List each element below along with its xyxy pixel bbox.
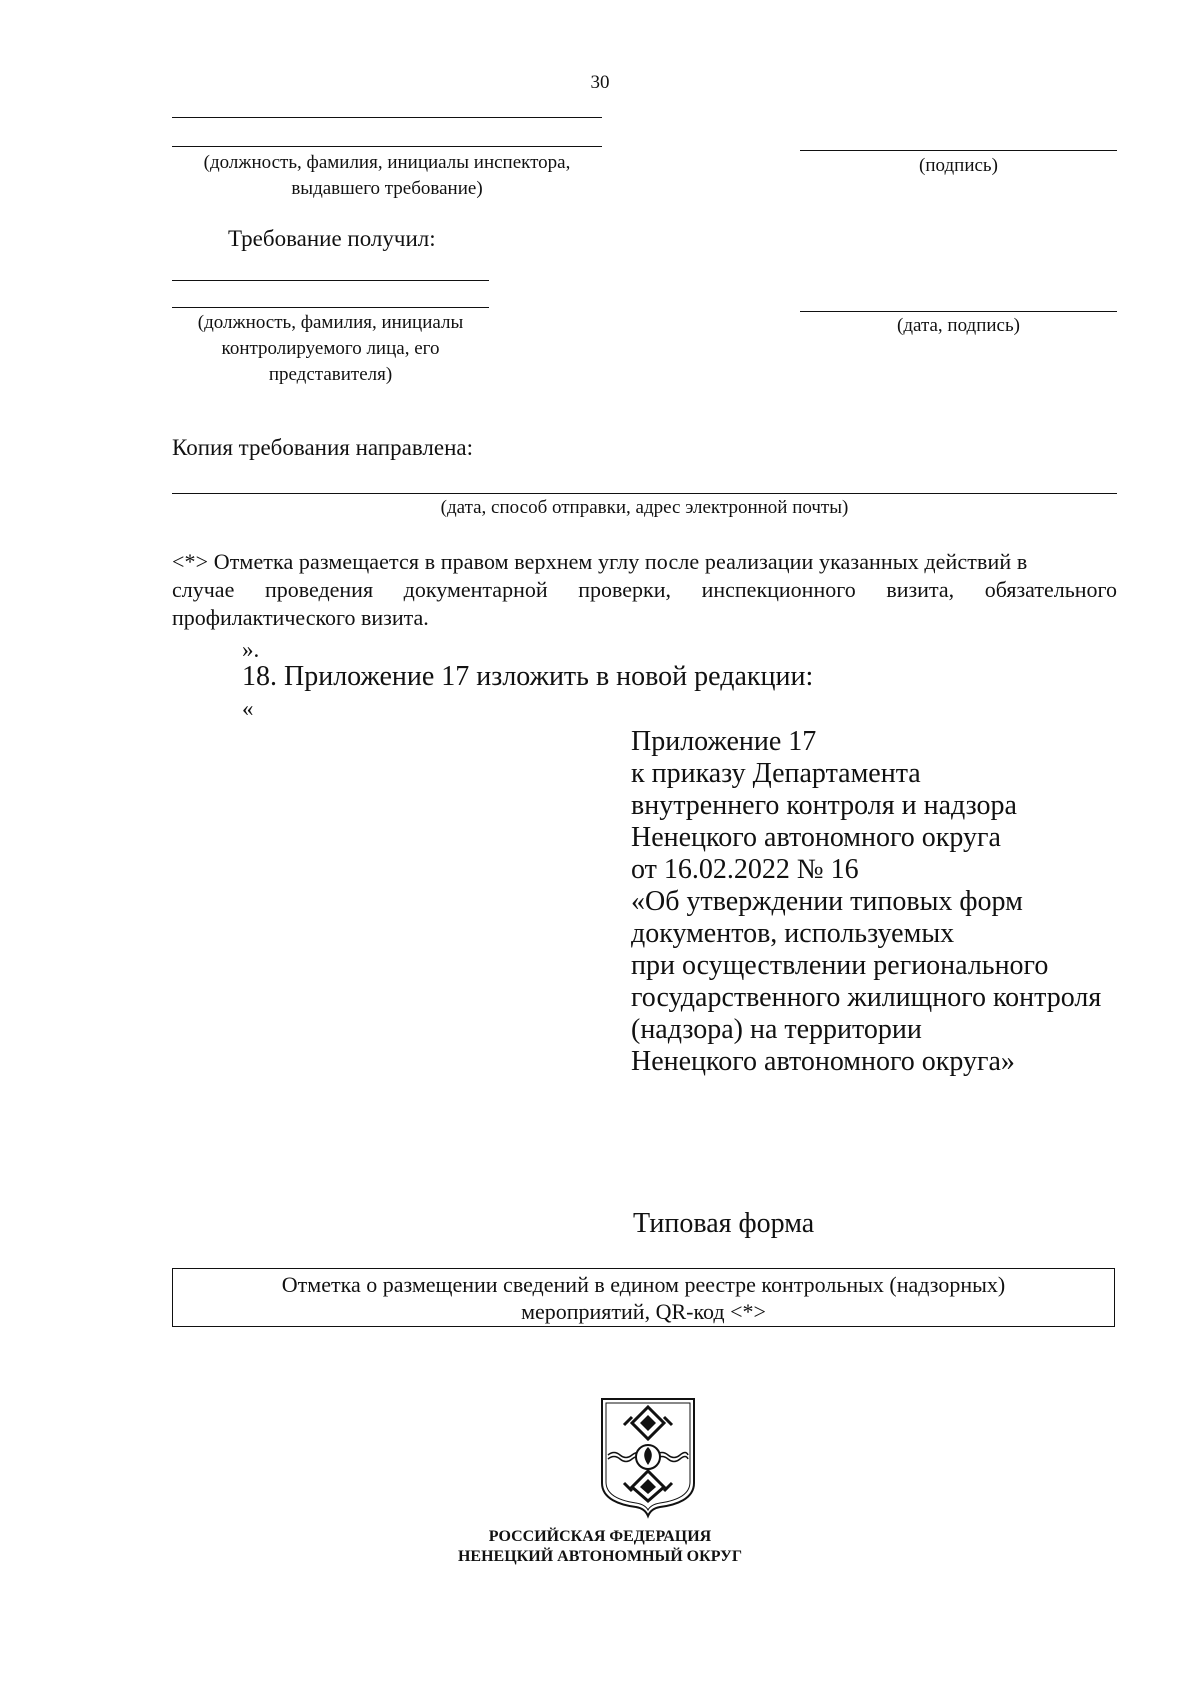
appendix-line: Ненецкого автономного округа» bbox=[631, 1046, 1015, 1077]
received-signature-caption: (дата, подпись) bbox=[897, 315, 1020, 336]
received-heading: Требование получил: bbox=[228, 226, 436, 251]
copy-line bbox=[172, 493, 1117, 494]
appendix-line: «Об утверждении типовых форм bbox=[631, 886, 1023, 917]
item18-text: 18. Приложение 17 изложить в новой редакции: bbox=[242, 661, 814, 692]
appendix-header bbox=[631, 726, 1101, 1078]
appendix-line: от 16.02.2022 № 16 bbox=[631, 854, 859, 885]
received-caption-line1: (должность, фамилия, инициалы bbox=[197, 312, 464, 333]
received-caption-line3: представителя) bbox=[268, 364, 393, 385]
open-quote: « bbox=[242, 696, 254, 721]
emblem-caption bbox=[0, 1527, 1200, 1567]
footnote-line2: случае проведения документарной проверки, инспекционного визита, обязательного bbox=[172, 577, 1117, 602]
appendix-line: Приложение 17 bbox=[631, 726, 817, 757]
inspector-signature-line bbox=[800, 150, 1117, 151]
appendix-line: внутреннего контроля и надзора bbox=[631, 790, 1017, 821]
close-quote: ». bbox=[242, 637, 260, 662]
page-number: 30 bbox=[590, 72, 610, 93]
footnote-line3: профилактического визита. bbox=[172, 605, 429, 630]
registry-box-line1: Отметка о размещении сведений в едином реестре контрольных (надзорных) bbox=[281, 1272, 1006, 1297]
appendix-line: Ненецкого автономного округа bbox=[631, 822, 1001, 853]
appendix-line: (надзора) на территории bbox=[631, 1014, 922, 1045]
copy-caption: (дата, способ отправки, адрес электронной почты) bbox=[440, 497, 849, 518]
inspector-line-2 bbox=[172, 146, 602, 147]
received-line-1 bbox=[172, 280, 489, 281]
appendix-line: государственного жилищного контроля bbox=[631, 982, 1102, 1013]
copy-heading: Копия требования направлена: bbox=[172, 435, 473, 460]
appendix-line: к приказу Департамента bbox=[631, 758, 921, 789]
emblem-caption-line2: НЕНЕЦКИЙ АВТОНОМНЫЙ ОКРУГ bbox=[457, 1548, 743, 1565]
footnote-line1: <*> Отметка размещается в правом верхнем углу после реализации указанных действий в bbox=[172, 549, 1028, 574]
emblem-caption-line1: РОССИЙСКАЯ ФЕДЕРАЦИЯ bbox=[488, 1528, 712, 1545]
registry-box-line2: мероприятий, QR-код <*> bbox=[521, 1299, 766, 1324]
received-line-2 bbox=[172, 307, 489, 308]
appendix-line: документов, используемых bbox=[631, 918, 955, 949]
nenets-coat-of-arms-icon bbox=[598, 1395, 698, 1519]
appendix-line: при осуществлении регионального bbox=[631, 950, 1049, 981]
received-signature-line bbox=[800, 311, 1117, 312]
footnote bbox=[172, 548, 1117, 632]
form-type: Типовая форма bbox=[633, 1208, 815, 1239]
inspector-signature-caption: (подпись) bbox=[919, 155, 998, 176]
inspector-caption-line1: (должность, фамилия, инициалы инспектора, bbox=[203, 152, 571, 173]
inspector-line-1 bbox=[172, 117, 602, 118]
received-caption bbox=[172, 310, 489, 388]
registry-box bbox=[172, 1268, 1115, 1327]
inspector-caption bbox=[172, 150, 602, 202]
inspector-caption-line2: выдавшего требование) bbox=[291, 178, 483, 199]
received-caption-line2: контролируемого лица, его bbox=[221, 338, 440, 359]
